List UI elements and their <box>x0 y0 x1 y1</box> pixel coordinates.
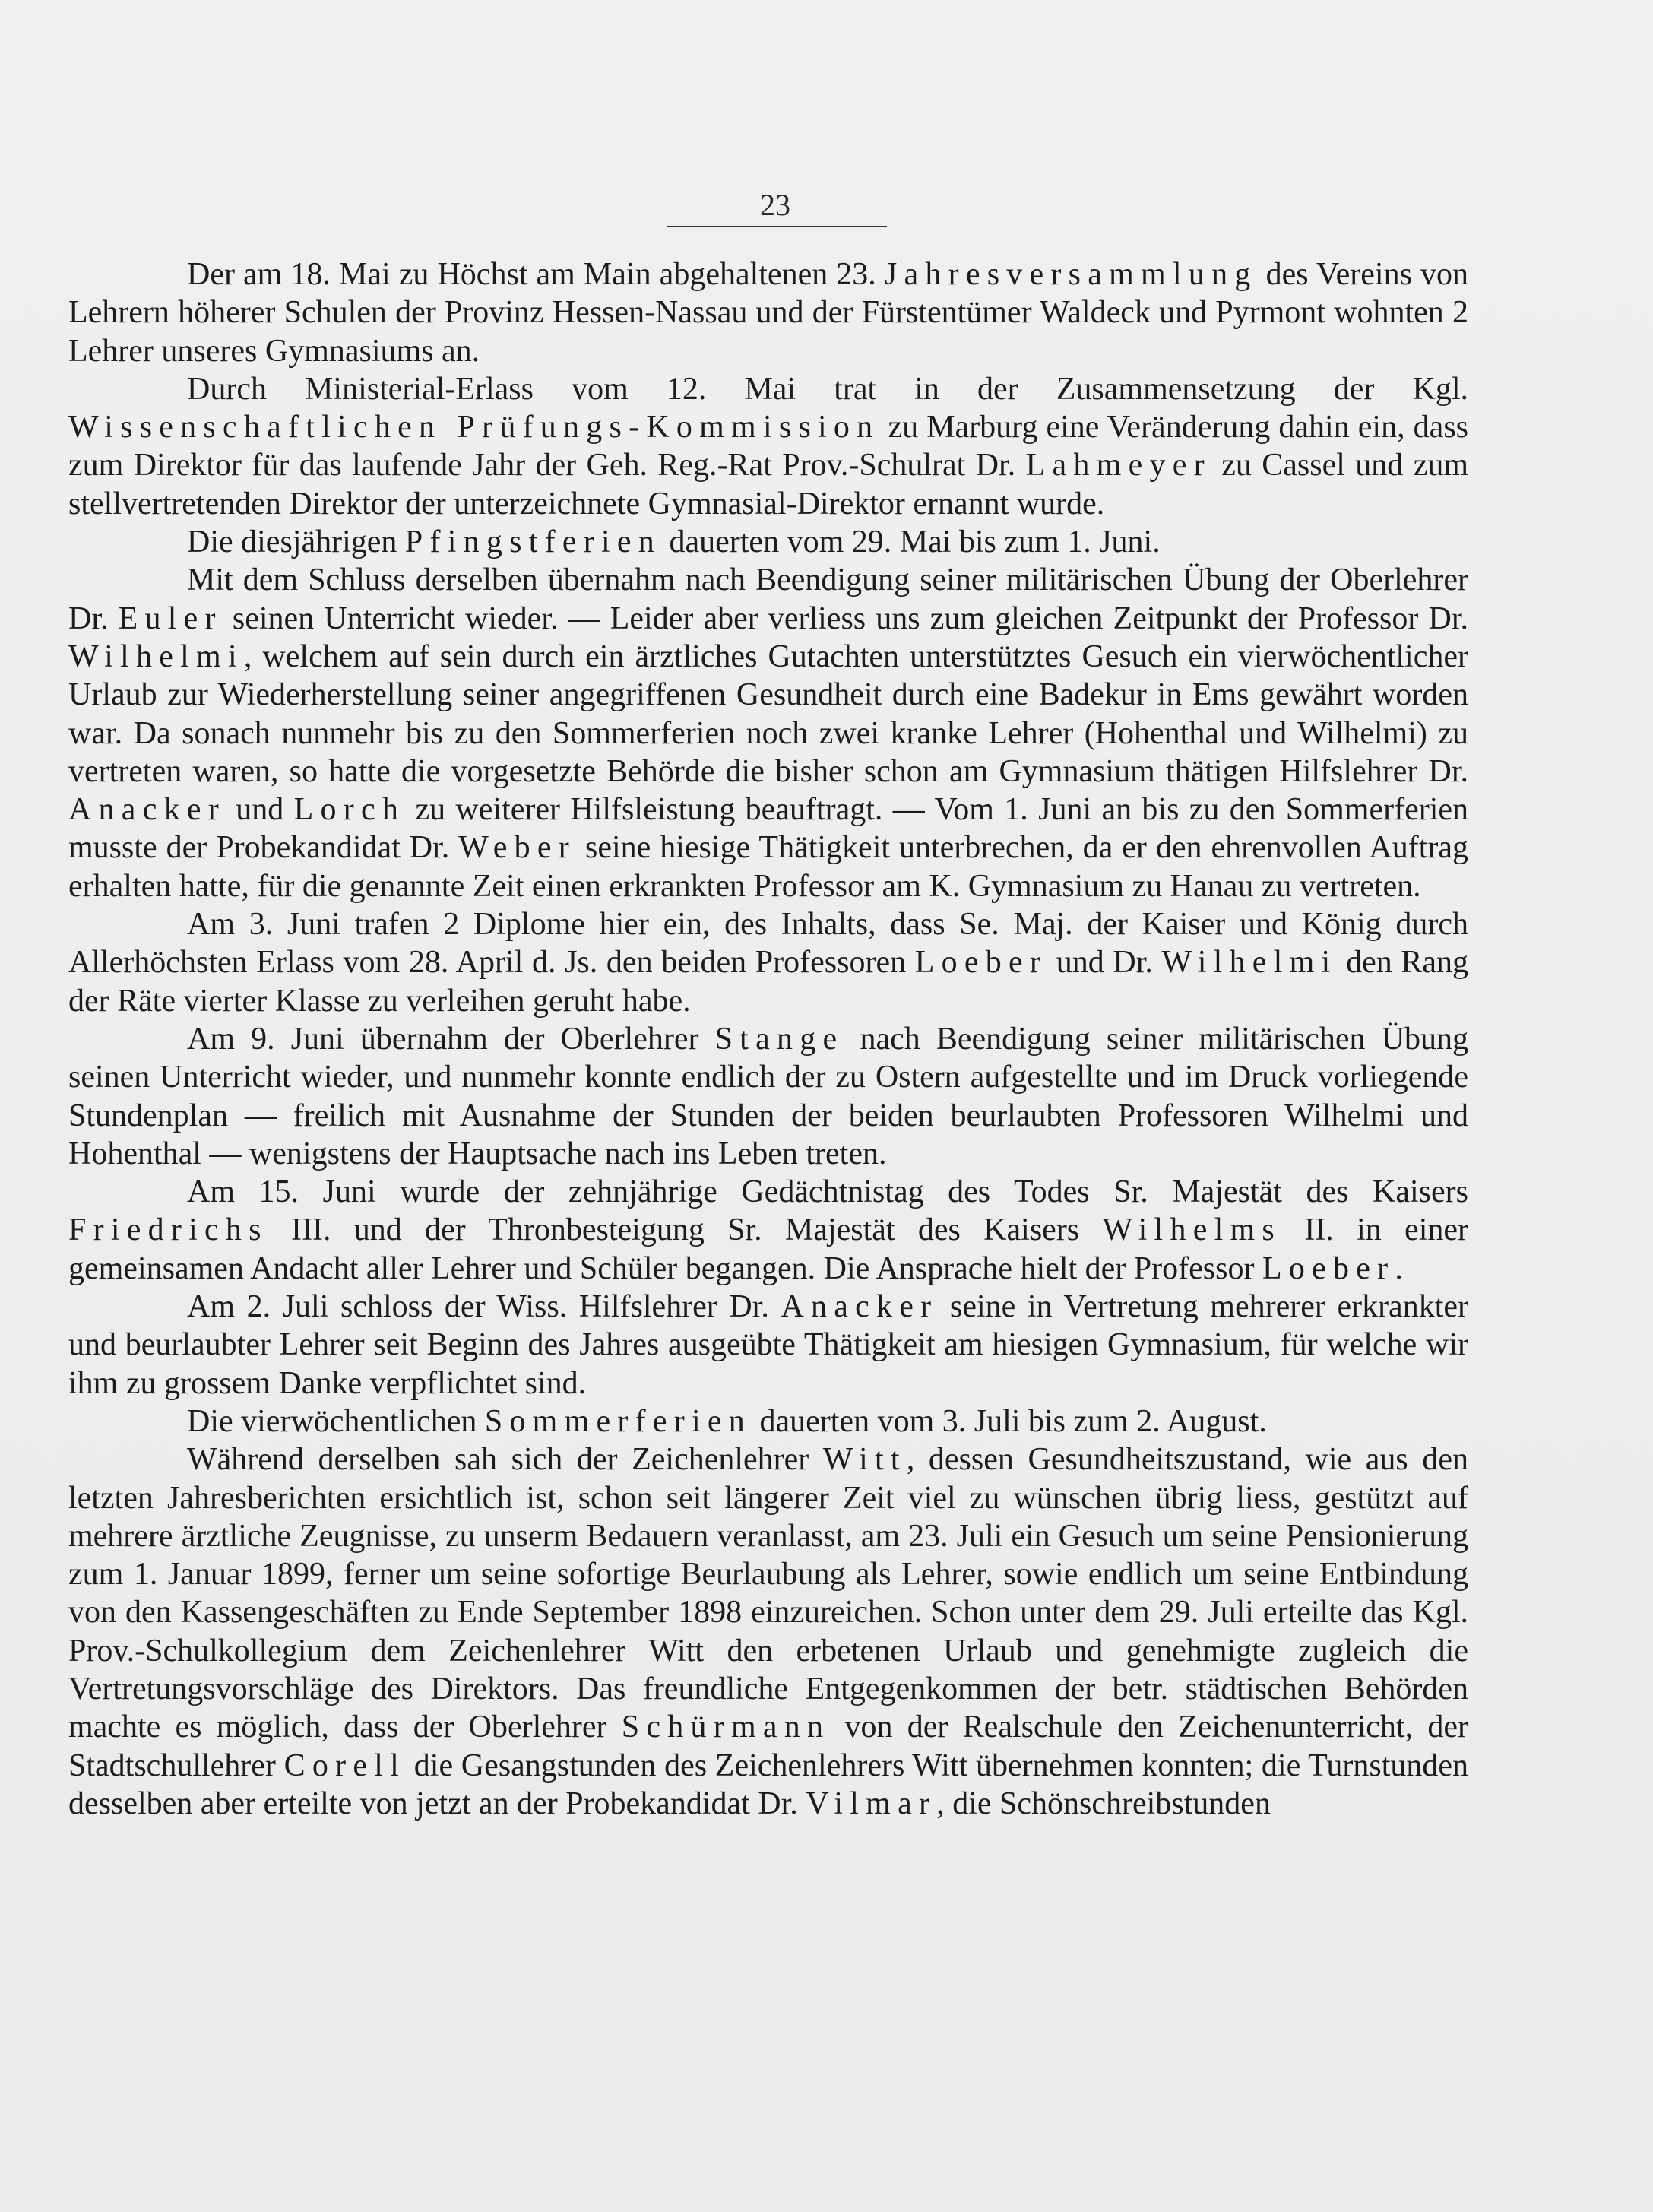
text-run: zu weiterer Hilfsleistung beauftragt. — Vom 1. Juni an bis zu den Sommerferien musste der Probekandidat Dr. <box>68 792 1469 866</box>
text-run: die Gesangstunden des Zeichenlehrers Witt übernehmen konnten; die Turnstunden desselben aber erteilte von jetzt an der Probekandidat Dr. <box>68 1748 1469 1821</box>
paragraph <box>68 1020 1468 1173</box>
paragraph <box>68 561 1468 905</box>
text-run: und <box>225 792 294 828</box>
text-run: , dessen Gesundheitszustand, wie aus den letzten Jahresberichten ersichtlich ist, schon seit längerer Zeit viel zu wünschen übrig liess, gestützt auf mehrere ärztliche Zeugnisse, zu unserm Bedauern veranlasst, am 23. Juli ein Gesuch um seine Pensionierung zum 1. Januar 1899, ferner um seine sofortige Beurlaubung als Lehrer, sowie endlich um seine Entbindung von den Kassengeschäften zu Ende September 1898 einzureichen. Schon unter dem 29. Juli erteilte das Kgl. Prov.-Schulkollegium dem Zeichenlehrer Witt den erbetenen Urlaub und genehmigte zugleich die Vertretungsvorschläge des Direktors. Das freundliche Entgegenkommen der betr. städtischen Behörden machte es möglich, dass der Oberlehrer <box>68 1442 1469 1745</box>
spaced-name: Wissenschaftlichen Prüfungs-Kommission <box>68 410 880 445</box>
paragraph <box>68 1402 1468 1440</box>
text-run: Die diesjährigen <box>187 524 405 560</box>
text-run: II. in einer gemeinsamen Andacht aller Lehrer und Schüler begangen. Die Ansprache hielt der Professor <box>68 1212 1468 1286</box>
spaced-name: Sommerferien <box>484 1403 752 1439</box>
spaced-name: Anacker <box>68 792 226 828</box>
spaced-name: Friedrichs <box>68 1212 268 1248</box>
spaced-name: Jahresversammlung <box>884 257 1258 292</box>
text-run: des Vereins von Lehrern höherer Schulen der Provinz Hessen-Nassau und der Fürstentümer Waldeck und Pyrmont wohnten 2 Lehrer unseres Gymnasiums an. <box>68 257 1468 369</box>
page-number: 23 <box>760 188 790 222</box>
text-run: Der am 18. Mai zu Höchst am Main abgehaltenen 23. <box>187 257 885 292</box>
spaced-name: Corell <box>283 1748 407 1783</box>
text-run: zu Cassel und zum stellvertretenden Direktor der unterzeichnete Gymnasial-Direktor ernannt wurde. <box>68 448 1469 521</box>
spaced-name: Lahmeyer <box>1025 448 1211 483</box>
text-run: Am 2. Juli schloss der Wiss. Hilfslehrer Dr. <box>187 1289 781 1325</box>
spaced-name: Lorch <box>293 792 406 828</box>
text-run: seine hiesige Thätigkeit unterbrechen, da er den ehrenvollen Auftrag erhalten hatte, für die genannte Zeit einen erkrankten Professor am K. Gymnasium zu Hanau zu vertreten. <box>68 830 1468 904</box>
paragraph <box>68 905 1468 1020</box>
text-run: seinen Unterricht wieder. — Leider aber verliess uns zum gleichen Zeitpunkt der Professor Dr. <box>222 601 1468 636</box>
paragraph <box>68 1288 1468 1402</box>
text-run: , die Schönschreibstunden <box>936 1786 1271 1821</box>
text-run: III. und der Thronbesteigung Sr. Majestät des Kaisers <box>268 1212 1103 1248</box>
text-run: . <box>1395 1250 1403 1286</box>
spaced-name: Loeber <box>1262 1250 1395 1286</box>
spaced-name: Anacker <box>781 1289 939 1325</box>
paragraph <box>68 523 1468 561</box>
text-run: , welchem auf sein durch ein ärztliches Gutachten unterstütztes Gesuch ein vierwöchentlicher Urlaub zur Wiederherstellung seiner angegriffenen Gesundheit durch eine Badekur in Ems gewährt worden war. Da sonach nunmehr bis zu den Sommerferien noch zwei kranke Lehrer (Hohenthal und Wilhelmi) zu vertreten waren, so hatte die vorgesetzte Behörde die bisher schon am Gymnasium thätigen Hilfslehrer Dr. <box>68 639 1468 789</box>
paragraph <box>68 1440 1468 1823</box>
text-run: Am 9. Juni übernahm der Oberlehrer <box>187 1021 715 1057</box>
spaced-name: Wilhelmi <box>68 639 244 674</box>
text-run: von der Realschule den Zeichenunterricht, der Stadtschullehrer <box>68 1710 1468 1783</box>
body-text <box>68 255 1468 1823</box>
text-run: dauerten vom 29. Mai bis zum 1. Juni. <box>660 524 1161 560</box>
spaced-name: Loeber <box>914 945 1048 981</box>
spaced-name: Pfingstferien <box>404 524 661 560</box>
spaced-name: Weber <box>458 830 577 866</box>
spaced-name: Schürmann <box>621 1710 831 1745</box>
text-run: Am 3. Juni trafen 2 Diplome hier ein, des Inhalts, dass Se. Maj. der Kaiser und König durch Allerhöchsten Erlass vom 28. April d. Js. den beiden Professoren <box>68 907 1468 981</box>
spaced-name: Wilhelmi <box>1161 945 1338 981</box>
text-run: Am 15. Juni wurde der zehnjährige Gedächtnistag des Todes Sr. Majestät des Kaisers <box>187 1174 1468 1210</box>
spaced-name: Euler <box>118 601 223 636</box>
text-run: Mit dem Schluss derselben übernahm nach Beendigung seiner militärischen Übung der Oberlehrer Dr. <box>68 563 1468 636</box>
text-run: zu Marburg eine Veränderung dahin ein, dass zum Direktor für das laufende Jahr der Geh. Reg.-Rat Prov.-Schulrat Dr. <box>68 410 1469 483</box>
text-run: und Dr. <box>1047 945 1162 981</box>
text-run: Durch Ministerial-Erlass vom 12. Mai trat in der Zusammensetzung der Kgl. <box>187 371 1468 407</box>
paragraph <box>68 255 1468 370</box>
text-run: Die vierwöchentlichen <box>187 1403 485 1439</box>
spaced-name: Witt <box>822 1442 907 1478</box>
spaced-name: Vilmar <box>806 1786 937 1821</box>
spaced-name: Stange <box>714 1021 844 1057</box>
text-run: seine in Vertretung mehrerer erkrankter und beurlaubter Lehrer seit Beginn des Jahres ausgeübte Thätigkeit am hiesigen Gymnasium, für welche wir ihm zu grossem Danke verpflichtet sind. <box>68 1289 1468 1401</box>
text-run: dauerten vom 3. Juli bis zum 2. August. <box>751 1403 1267 1439</box>
text-run: nach Beendigung seiner militärischen Übung seinen Unterricht wieder, und nunmehr konnte endlich der zu Ostern aufgestellte und im Druck vorliegende Stundenplan — freilich mit Ausnahme der Stunden der beiden beurlaubten Professoren Wilhelmi und Hohenthal — wenigstens der Hauptsache nach ins Leben treten. <box>68 1021 1468 1171</box>
text-run: Während derselben sah sich der Zeichenlehrer <box>187 1442 823 1478</box>
spaced-name: Wilhelms <box>1102 1212 1281 1248</box>
header-rule <box>667 226 887 227</box>
paragraph <box>68 370 1468 523</box>
paragraph <box>68 1173 1468 1288</box>
text-run: den Rang der Räte vierter Klasse zu verleihen geruht habe. <box>68 945 1469 1019</box>
